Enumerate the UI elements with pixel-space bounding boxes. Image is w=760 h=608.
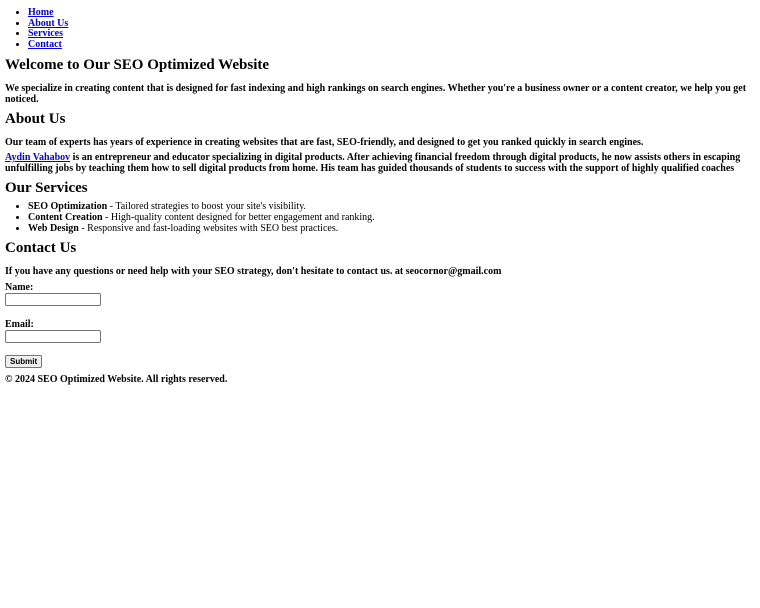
main-nav: [5, 8, 755, 50]
email-input[interactable]: [5, 330, 101, 343]
service-desc: - High-quality content designed for better engagement and ranking.: [102, 211, 375, 223]
nav-item-home: [28, 8, 755, 19]
nav-link-services[interactable]: Services: [28, 28, 63, 40]
contact-text: If you have any questions or need help with your SEO strategy, don't hesitate to contact us. at seocornor@gmail.com: [5, 266, 502, 278]
services-heading: Our Services: [5, 180, 88, 197]
contact-form: [5, 282, 755, 368]
about-heading: About Us: [5, 111, 66, 128]
nav-link-home[interactable]: Home: [28, 7, 54, 18]
service-desc: - Tailored strategies to boost your site's visibility.: [107, 201, 307, 213]
hero-text: We specialize in creating content that is designed for fast indexing and high rankings on search engines. Whether you're a business owner or a content creator, we help you get noticed.: [5, 83, 747, 106]
page: [0, 8, 760, 385]
service-desc: - Responsive and fast-loading websites with SEO best practices.: [78, 222, 339, 234]
submit-button[interactable]: Submit: [5, 355, 42, 368]
service-name: Content Creation: [28, 211, 103, 223]
nav-item-contact: [28, 40, 755, 51]
email-label: Email:: [5, 319, 34, 331]
page-title: Welcome to Our SEO Optimized Website: [5, 57, 270, 74]
name-input[interactable]: [5, 293, 101, 306]
nav-link-contact[interactable]: Contact: [28, 38, 62, 50]
nav-item-about: [28, 19, 755, 30]
service-name: Web Design: [28, 222, 79, 234]
service-name: SEO Optimization: [28, 201, 108, 213]
services-list: [5, 202, 755, 234]
name-label: Name:: [5, 282, 34, 294]
about-text: Our team of experts has years of experience in creating websites that are fast, SEO-friendly, and designed to get you ranked quickly in search engines.: [5, 137, 644, 149]
nav-item-services: [28, 29, 755, 40]
footer-copyright: © 2024 SEO Optimized Website. All rights reserved.: [5, 374, 228, 386]
about-person-paragraph: [5, 152, 755, 174]
person-bio: is an entrepreneur and educator specializing in digital products. After achieving financial freedom through digital products, he now assists others in escaping unfulfilling jobs by teaching them how to sell digital products from home. His team has guided thousands of students to success with the support of highly qualified coaches: [5, 152, 741, 175]
list-item: [28, 224, 755, 235]
nav-link-about[interactable]: About Us: [28, 17, 69, 29]
person-link[interactable]: Aydin Vahabov: [5, 152, 71, 164]
contact-heading: Contact Us: [5, 240, 77, 257]
